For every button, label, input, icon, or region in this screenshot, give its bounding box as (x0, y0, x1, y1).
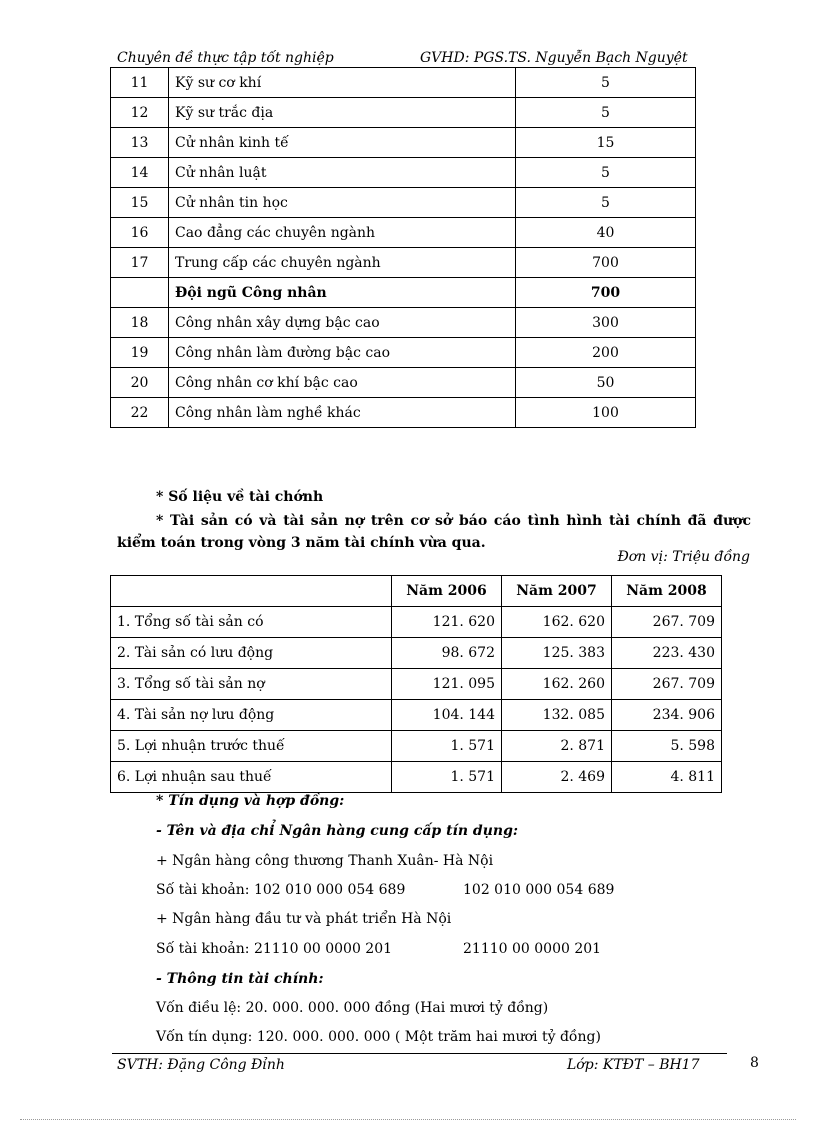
account1-value: 102 010 000 054 689 (463, 882, 615, 898)
staff-row-name: Công nhân xây dựng bậc cao (169, 308, 516, 338)
staff-table-row (111, 278, 696, 308)
staff-row-number: 12 (111, 98, 169, 128)
finance-column-header: Năm 2006 (392, 576, 502, 607)
finance-row-value: 223. 430 (612, 638, 722, 669)
finance-row-label: 5. Lợi nhuận trước thuế (111, 731, 392, 762)
financial-info-heading: - Thông tin tài chính: (156, 971, 324, 987)
finance-row-value: 5. 598 (612, 731, 722, 762)
staff-row-count: 700 (516, 248, 696, 278)
finance-table-row (111, 638, 722, 669)
staff-table-row (111, 128, 696, 158)
account1-label: Số tài khoản: 102 010 000 054 689 (156, 882, 406, 898)
staff-row-count: 300 (516, 308, 696, 338)
staff-row-number: 18 (111, 308, 169, 338)
staff-row-name: Công nhân làm đường bậc cao (169, 338, 516, 368)
staff-row-number: 17 (111, 248, 169, 278)
staff-row-count: 200 (516, 338, 696, 368)
staff-row-count: 5 (516, 98, 696, 128)
finance-table-row (111, 762, 722, 793)
finance-row-value: 267. 709 (612, 669, 722, 700)
staff-row-number: 16 (111, 218, 169, 248)
finance-column-header (111, 576, 392, 607)
staff-row-count: 5 (516, 188, 696, 218)
staff-table-row (111, 368, 696, 398)
finance-row-value: 121. 620 (392, 607, 502, 638)
finance-table-row (111, 731, 722, 762)
staff-row-count: 700 (516, 278, 696, 308)
staff-table (110, 67, 696, 428)
finance-row-value: 1. 571 (392, 762, 502, 793)
staff-table-row (111, 68, 696, 98)
staff-table-row (111, 338, 696, 368)
staff-row-name: Đội ngũ Công nhân (169, 278, 516, 308)
staff-row-number: 13 (111, 128, 169, 158)
finance-row-value: 1. 571 (392, 731, 502, 762)
staff-row-name: Kỹ sư cơ khí (169, 68, 516, 98)
finance-row-value: 4. 811 (612, 762, 722, 793)
staff-row-count: 40 (516, 218, 696, 248)
finance-row-value: 125. 383 (502, 638, 612, 669)
staff-table-row (111, 398, 696, 428)
staff-row-number: 11 (111, 68, 169, 98)
page-number: 8 (750, 1055, 759, 1071)
staff-row-count: 5 (516, 68, 696, 98)
finance-row-value: 2. 469 (502, 762, 612, 793)
credit-capital: Vốn tín dụng: 120. 000. 000. 000 ( Một trăm hai mươi tỷ đồng) (156, 1029, 601, 1045)
staff-table-row (111, 248, 696, 278)
footer-right: Lớp: KTĐT – BH17 (567, 1057, 700, 1073)
account2-label: Số tài khoản: 21110 00 0000 201 (156, 941, 393, 957)
bank-heading: - Tên và địa chỉ Ngân hàng cung cấp tín dụng: (156, 823, 519, 839)
staff-table-row (111, 158, 696, 188)
finance-row-value: 162. 260 (502, 669, 612, 700)
finance-row-label: 6. Lợi nhuận sau thuế (111, 762, 392, 793)
staff-row-number: 19 (111, 338, 169, 368)
finance-column-header: Năm 2008 (612, 576, 722, 607)
staff-row-number: 14 (111, 158, 169, 188)
staff-row-name: Kỹ sư trắc địa (169, 98, 516, 128)
header-right: GVHD: PGS.TS. Nguyễn Bạch Nguyệt (420, 50, 688, 66)
finance-row-label: 1. Tổng số tài sản có (111, 607, 392, 638)
finance-row-label: 4. Tài sản nợ lưu động (111, 700, 392, 731)
finance-row-value: 162. 620 (502, 607, 612, 638)
footer-left: SVTH: Đặng Công Đỉnh (117, 1057, 285, 1073)
staff-row-number: 20 (111, 368, 169, 398)
staff-row-count: 15 (516, 128, 696, 158)
unit-label: Đơn vị: Triệu đồng (617, 549, 750, 565)
finance-subheading: * Tài sản có và tài sản nợ trên cơ sở báo cáo tình hình tài chính đã được kiểm toán trong vòng 3 năm tài chính vừa qua. (117, 513, 751, 551)
finance-row-value: 132. 085 (502, 700, 612, 731)
staff-row-count: 100 (516, 398, 696, 428)
staff-row-name: Cao đẳng các chuyên ngành (169, 218, 516, 248)
footer-rule (112, 1053, 727, 1054)
staff-table-row (111, 308, 696, 338)
finance-table-row (111, 669, 722, 700)
account2-value: 21110 00 0000 201 (463, 941, 602, 957)
staff-table-row (111, 188, 696, 218)
staff-table-row (111, 98, 696, 128)
staff-row-number: 15 (111, 188, 169, 218)
staff-row-count: 50 (516, 368, 696, 398)
finance-row-value: 2. 871 (502, 731, 612, 762)
staff-row-number: 22 (111, 398, 169, 428)
finance-row-value: 234. 906 (612, 700, 722, 731)
finance-table-row (111, 607, 722, 638)
staff-row-count: 5 (516, 158, 696, 188)
finance-row-value: 98. 672 (392, 638, 502, 669)
finance-column-header: Năm 2007 (502, 576, 612, 607)
finance-row-value: 267. 709 (612, 607, 722, 638)
finance-heading: * Số liệu về tài chớnh (156, 489, 324, 505)
page-bottom-border (20, 1119, 796, 1120)
staff-row-number (111, 278, 169, 308)
charter-capital: Vốn điều lệ: 20. 000. 000. 000 đồng (Hai mươi tỷ đồng) (156, 1000, 549, 1016)
finance-row-value: 121. 095 (392, 669, 502, 700)
finance-table (110, 575, 722, 793)
staff-row-name: Cử nhân tin học (169, 188, 516, 218)
finance-table-row (111, 700, 722, 731)
bank1: + Ngân hàng công thương Thanh Xuân- Hà Nội (156, 853, 494, 869)
staff-row-name: Công nhân cơ khí bậc cao (169, 368, 516, 398)
staff-row-name: Trung cấp các chuyên ngành (169, 248, 516, 278)
bank2: + Ngân hàng đầu tư và phát triển Hà Nội (156, 911, 452, 927)
credit-heading: * Tín dụng và hợp đồng: (156, 793, 345, 809)
header-left: Chuyên đề thực tập tốt nghiệp (117, 50, 334, 66)
staff-row-name: Cử nhân luật (169, 158, 516, 188)
staff-row-name: Công nhân làm nghề khác (169, 398, 516, 428)
finance-row-label: 2. Tài sản có lưu động (111, 638, 392, 669)
finance-row-value: 104. 144 (392, 700, 502, 731)
finance-row-label: 3. Tổng số tài sản nợ (111, 669, 392, 700)
staff-row-name: Cử nhân kinh tế (169, 128, 516, 158)
staff-table-row (111, 218, 696, 248)
